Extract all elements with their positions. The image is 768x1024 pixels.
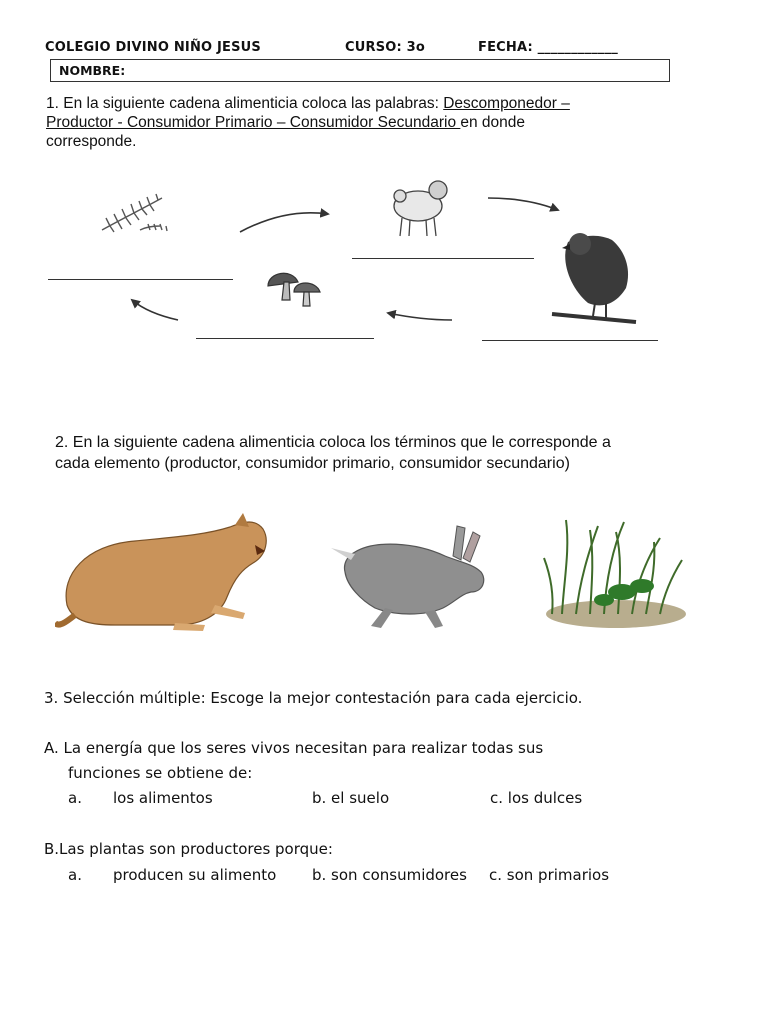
name-box[interactable] [50,59,670,82]
question-2-text [55,432,715,474]
arrow-fern-to-sheep [240,213,328,232]
course-label: CURSO: 3o [345,40,426,55]
q1-tail-b: corresponde. [46,133,137,150]
fern-icon [102,194,167,232]
q3a-line-1: A. La energía que los seres vivos necesitan para realizar todas sus [44,739,544,757]
date-label: FECHA: ____________ [478,40,619,55]
answer-blank-left[interactable] [48,279,233,280]
puma-image [55,505,280,635]
mushroom-icon [268,273,320,306]
q1-tail-a: en donde [460,114,526,131]
answer-blank-bottom-left[interactable] [196,338,374,339]
sheep-icon [394,181,447,236]
q3-title: 3. Selección múltiple: Escoge la mejor contestación para cada ejercicio. [44,689,583,707]
q3a-option-a[interactable]: los alimentos [113,789,213,807]
grass-image [542,510,690,632]
q3b-option-letter: a. [68,866,82,884]
q2-line-2: cada elemento (productor, consumidor primario, consumidor secundario) [55,455,570,472]
arrow-sheep-to-eagle [488,198,558,210]
q1-lead: 1. En la siguiente cadena alimenticia coloca las palabras: [46,95,444,112]
q1-words-a: Descomponedor – [443,95,570,112]
q3b-option-c[interactable]: c. son primarios [489,866,610,884]
q3a-line-2: funciones se obtiene de: [68,764,253,782]
q3a-option-letter: a. [68,789,82,807]
q3a-option-b[interactable]: b. el suelo [312,789,390,807]
q3b-line-1: B.Las plantas son productores porque: [44,840,333,858]
q3a-option-c[interactable]: c. los dulces [490,789,583,807]
q3b-option-b[interactable]: b. son consumidores [312,866,467,884]
answer-blank-top[interactable] [352,258,534,259]
food-chain-diagram-1 [40,168,670,358]
q2-line-1: 2. En la siguiente cadena alimenticia coloca los términos que le corresponde a [55,434,611,451]
question-1-text [46,94,686,151]
q3b-option-a[interactable]: producen su alimento [113,866,277,884]
school-name: COLEGIO DIVINO NIÑO JESUS [45,40,261,55]
q1-words-b: Productor - Consumidor Primario – Consumidor Secundario [46,114,461,131]
arrow-mushroom-to-fern [132,300,178,320]
name-label: NOMBRE: [59,63,126,78]
arrow-eagle-to-mushroom [388,313,452,320]
rabbit-image [325,512,495,630]
answer-blank-bottom-right[interactable] [482,340,658,341]
eagle-icon [552,233,636,322]
